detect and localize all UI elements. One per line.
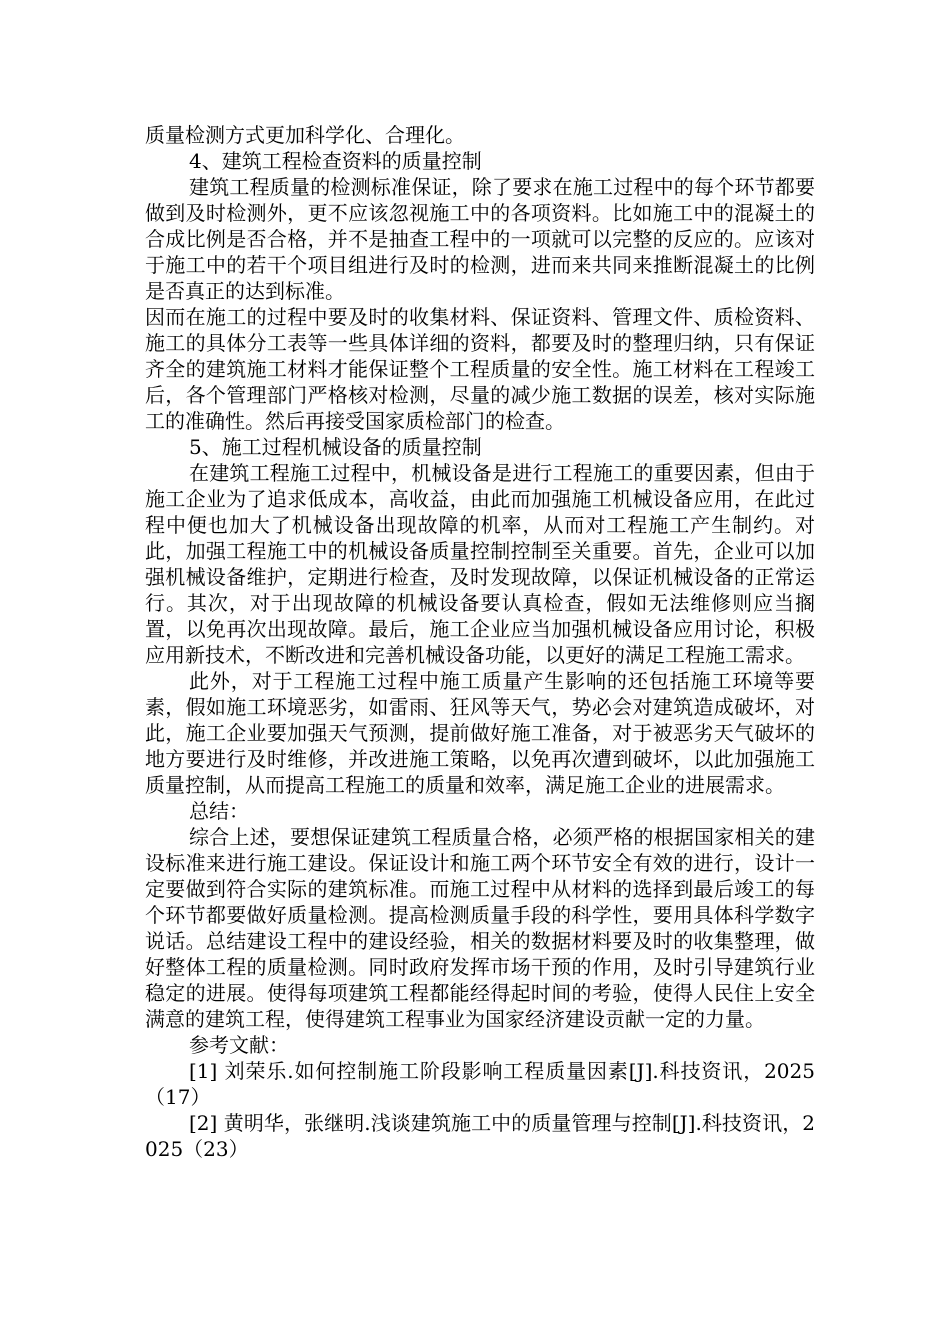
references-heading: 参考文献： [189,1033,289,1057]
paragraph-machinery: 在建筑工程施工过程中，机械设备是进行工程施工的重要因素，但由于施工企业为了追求低成本，高收益，由此而加强施工机械设备应用，在此过程中便也加大了机械设备出现故障的机率，从而对工程施工产生制约。对此，加强工程施工中的机械设备质量控制控制至关重要。首先，企业可以加强机械设备维护，定期进行检查，及时发现故障，以保证机械设备的正常运行。其次，对于出现故障的机械设备要认真检查，假如无法维修则应当搁置，以免再次出现故障。最后，施工企业应当加强机械设备应用讨论，积极应用新技术，不断改进和完善机械设备功能，以更好的满足工程施工需求。 [145,461,815,667]
section-heading-5: 5、施工过程机械设备的质量控制 [189,435,482,459]
reference-item-1: [1] 刘荣乐.如何控制施工阶段影响工程质量因素[J].科技资讯，2025（17） [145,1059,815,1109]
paragraph-quality-testing-tail: 质量检测方式更加科学化、合理化。 [145,123,465,147]
paragraph-material-collection: 因而在施工的过程中要及时的收集材料、保证资料、管理文件、质检资料、施工的具体分工表等一些具体详细的资料，都要及时的整理归纳，只有保证齐全的建筑施工材料才能保证整个工程质量的安全性。施工材料在工程竣工后，各个管理部门严格核对检测，尽量的减少施工数据的误差，核对实际施工的准确性。然后再接受国家质检部门的检查。 [145,305,815,433]
summary-heading: 总结： [189,799,249,823]
document-page [145,122,815,1162]
section-heading-4: 4、建筑工程检查资料的质量控制 [189,149,482,173]
paragraph-summary: 综合上述，要想保证建筑工程质量合格，必须严格的根据国家相关的建设标准来进行施工建设。保证设计和施工两个环节安全有效的进行，设计一定要做到符合实际的建筑标准。而施工过程中从材料的选择到最后竣工的每个环节都要做好质量检测。提高检测质量手段的科学性，要用具体科学数字说话。总结建设工程中的建设经验，相关的数据材料要及时的收集整理，做好整体工程的质量检测。同时政府发挥市场干预的作用，及时引导建筑行业稳定的进展。使得每项建筑工程都能经得起时间的考验，使得人民住上安全满意的建筑工程，使得建筑工程事业为国家经济建设贡献一定的力量。 [145,825,815,1031]
reference-item-2: [2] 黄明华，张继明.浅谈建筑施工中的质量管理与控制[J].科技资讯，2025（23） [145,1111,815,1161]
paragraph-environment: 此外，对于工程施工过程中施工质量产生影响的还包括施工环境等要素，假如施工环境恶劣，如雷雨、狂风等天气，势必会对建筑造成破坏，对此，施工企业要加强天气预测，提前做好施工准备，对于被恶劣天气破坏的地方要进行及时维修，并改进施工策略，以免再次遭到破坏，以此加强施工质量控制，从而提高工程施工的质量和效率，满足施工企业的进展需求。 [145,669,815,797]
paragraph-inspection-records: 建筑工程质量的检测标准保证，除了要求在施工过程中的每个环节都要做到及时检测外，更不应该忽视施工中的各项资料。比如施工中的混凝土的合成比例是否合格，并不是抽查工程中的一项就可以完整的反应的。应该对于施工中的若干个项目组进行及时的检测，进而来共同来推断混凝土的比例是否真正的达到标准。 [145,175,815,303]
